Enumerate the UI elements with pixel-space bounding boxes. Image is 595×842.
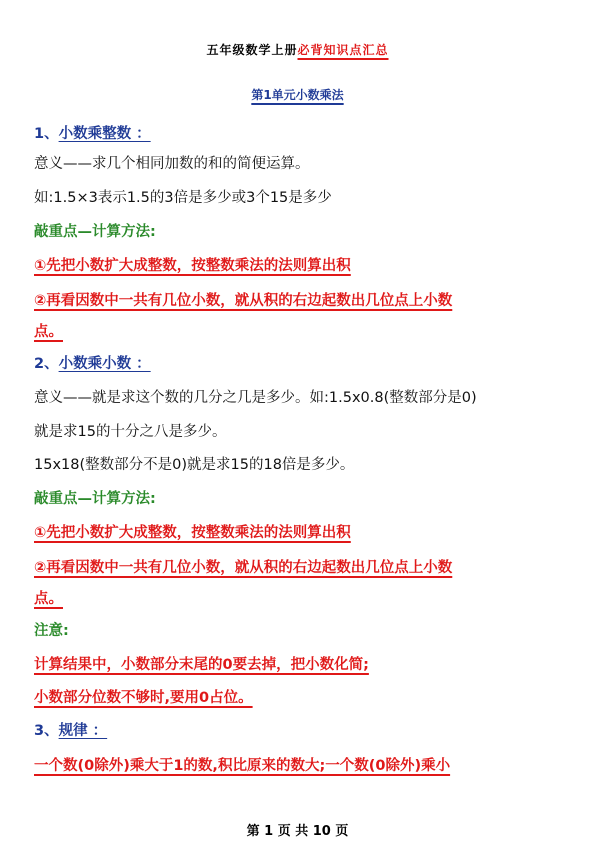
page-title (0, 30, 595, 70)
section-2-rule-2 (34, 557, 564, 579)
section-1-rule-2-cont (34, 321, 564, 343)
title-part-red: 必背知识点汇总 (297, 43, 389, 57)
section-1-rule-2 (34, 290, 564, 312)
section-2-number: 2、 (34, 356, 59, 372)
section-1-rule-1-text: ①先把小数扩大成整数，按整数乘法的法则算出积 (34, 258, 351, 274)
section-2-key-label: 敲重点—计算方法: (34, 491, 156, 507)
section-2-note-1-text: 计算结果中，小数部分末尾的0要去掉，把小数化简; (34, 657, 369, 673)
section-1-heading (34, 123, 564, 145)
section-2-meaning: 意义——就是求这个数的几分之几是多少。如:1.5x0.8(整数部分是0) (34, 390, 477, 406)
section-2-note-2-text: 小数部分位数不够时,要用0占位。 (34, 690, 253, 706)
section-3-title: 规律 ： (58, 723, 108, 739)
section-3-rule (34, 755, 564, 777)
section-2-rule-1-text: ①先把小数扩大成整数，按整数乘法的法则算出积 (34, 525, 351, 541)
page-footer: 第 1 页 共 10 页 (246, 824, 349, 839)
section-1-example: 如:1.5×3表示1.5的3倍是多少或3个15是多少 (34, 190, 332, 206)
section-2-rule-2-text: ②再看因数中一共有几位小数，就从积的右边起数出几位点上小数 (34, 560, 453, 576)
section-1-meaning: 意义——求几个相同加数的和的简便运算。 (34, 156, 310, 172)
title-part-black: 五年级数学上册 (206, 43, 298, 57)
section-1-rule-2-cont-text: 点。 (34, 324, 63, 340)
section-2-rule-1 (34, 522, 564, 544)
section-2-rule-2-cont (34, 588, 564, 610)
section-3-number: 3、 (34, 723, 59, 739)
section-3-rule-text: 一个数(0除外)乘大于1的数,积比原来的数大;一个数(0除外)乘小 (34, 758, 451, 774)
section-2-title: 小数乘小数 ： (58, 356, 151, 372)
section-2-rule-2-cont-text: 点。 (34, 591, 63, 607)
section-1-rule-2-text: ②再看因数中一共有几位小数，就从积的右边起数出几位点上小数 (34, 293, 453, 309)
section-1-number: 1、 (34, 126, 59, 142)
section-2-heading (34, 353, 564, 375)
unit-subtitle: 第1单元小数乘法 (251, 88, 344, 102)
section-2-meaning-cont: 就是求15的十分之八是多少。 (34, 424, 227, 440)
section-2-note-2 (34, 687, 564, 709)
section-2-note-label: 注意: (34, 623, 69, 639)
section-1-rule-1 (34, 255, 564, 277)
section-2-example: 15x18(整数部分不是0)就是求15的18倍是多少。 (34, 457, 355, 473)
section-1-key-label: 敲重点—计算方法: (34, 224, 156, 240)
section-1-title: 小数乘整数 ： (58, 126, 151, 142)
section-2-note-1 (34, 654, 564, 676)
section-3-heading (34, 720, 564, 742)
